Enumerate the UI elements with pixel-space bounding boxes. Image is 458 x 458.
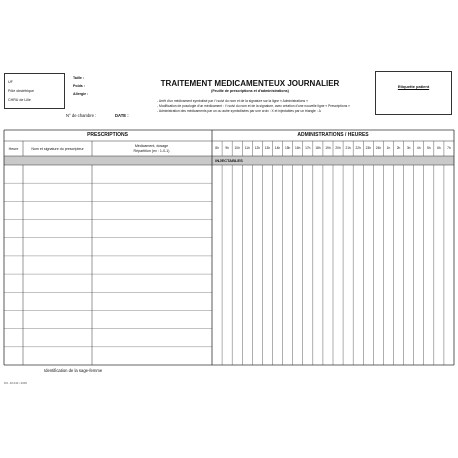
hour-label-24h: 24h <box>375 146 382 150</box>
hour-label-15h: 15h <box>284 146 291 150</box>
hour-label-9h: 9h <box>225 146 229 150</box>
hour-label-12h: 12h <box>254 146 261 150</box>
hour-label-11h: 11h <box>244 146 250 150</box>
label-allergie: Allergie : <box>73 92 89 96</box>
prescriptions-header: PRESCRIPTIONS <box>87 132 128 138</box>
hour-label-3h: 3h <box>406 146 411 150</box>
service-line-pole: Pôle obstétrique <box>8 89 34 93</box>
col-heure: Heure <box>8 147 19 151</box>
hour-label-6h: 6h <box>437 146 441 150</box>
col-prescripteur: Nom et signature du prescripteur <box>31 147 84 151</box>
hour-label-17h: 17h <box>305 146 311 150</box>
hour-label-2h: 2h <box>396 146 401 150</box>
patient-label: Etiquette patient <box>397 84 430 89</box>
hour-label-18h: 18h <box>315 146 321 150</box>
hour-label-1h: 1h <box>386 146 391 150</box>
page-title: TRAITEMENT MEDICAMENTEUX JOURNALIER <box>160 79 340 88</box>
label-chambre: N° de chambre : <box>66 113 97 118</box>
hour-label-21h: 21h <box>345 146 351 150</box>
hour-label-19h: 19h <box>325 146 331 150</box>
hour-label-7h: 7h <box>447 146 451 150</box>
note-modification: - Modification de posologie d'un médicament : ⊓ suivi du nom et de la signature, avec création d'une nouvelle ligne « Prescriptions » <box>157 104 350 108</box>
label-date: DATE : <box>115 113 129 118</box>
hour-label-13h: 13h <box>264 146 271 150</box>
hour-label-10h: 10h <box>234 146 240 150</box>
hour-label-5h: 5h <box>427 146 431 150</box>
hour-label-8h: 8h <box>215 146 219 150</box>
col-repartition: Répartition (ex : 1-0-1) <box>133 149 170 153</box>
col-medicament: Médicament, dosage <box>134 144 169 148</box>
hour-label-14h: 14h <box>274 146 281 150</box>
document-reference: DO. 40.042 / 2009 <box>4 381 27 385</box>
hour-label-4h: 4h <box>416 146 421 150</box>
hour-label-16h: 16h <box>295 146 301 150</box>
label-poids: Poids : <box>73 84 85 88</box>
note-arret: - Arrêt d'un médicament symbolisé par ⊓ suivi du nom et de la signature sur la ligne « Administrations » <box>157 99 308 103</box>
service-line-uf: UF <box>8 80 13 84</box>
label-taille: Taille : <box>73 76 85 80</box>
section-injectables: INJECTABLES <box>215 158 243 163</box>
administrations-header: ADMINISTRATIONS / HEURES <box>297 132 369 138</box>
hour-label-20h: 20h <box>335 146 341 150</box>
page-subtitle: (Feuille de prescriptions et d'administrations) <box>211 89 289 93</box>
service-line-chru: CHRU de Lille <box>8 98 31 102</box>
midwife-identification: Identification de la sage-femme <box>44 368 103 373</box>
hour-label-23h: 23h <box>365 146 371 150</box>
note-administration: - Administration des médicaments par un ou autre symbolisées par une croix : X et injectables par un triangle : Δ <box>157 109 321 113</box>
hour-label-22h: 22h <box>355 146 361 150</box>
